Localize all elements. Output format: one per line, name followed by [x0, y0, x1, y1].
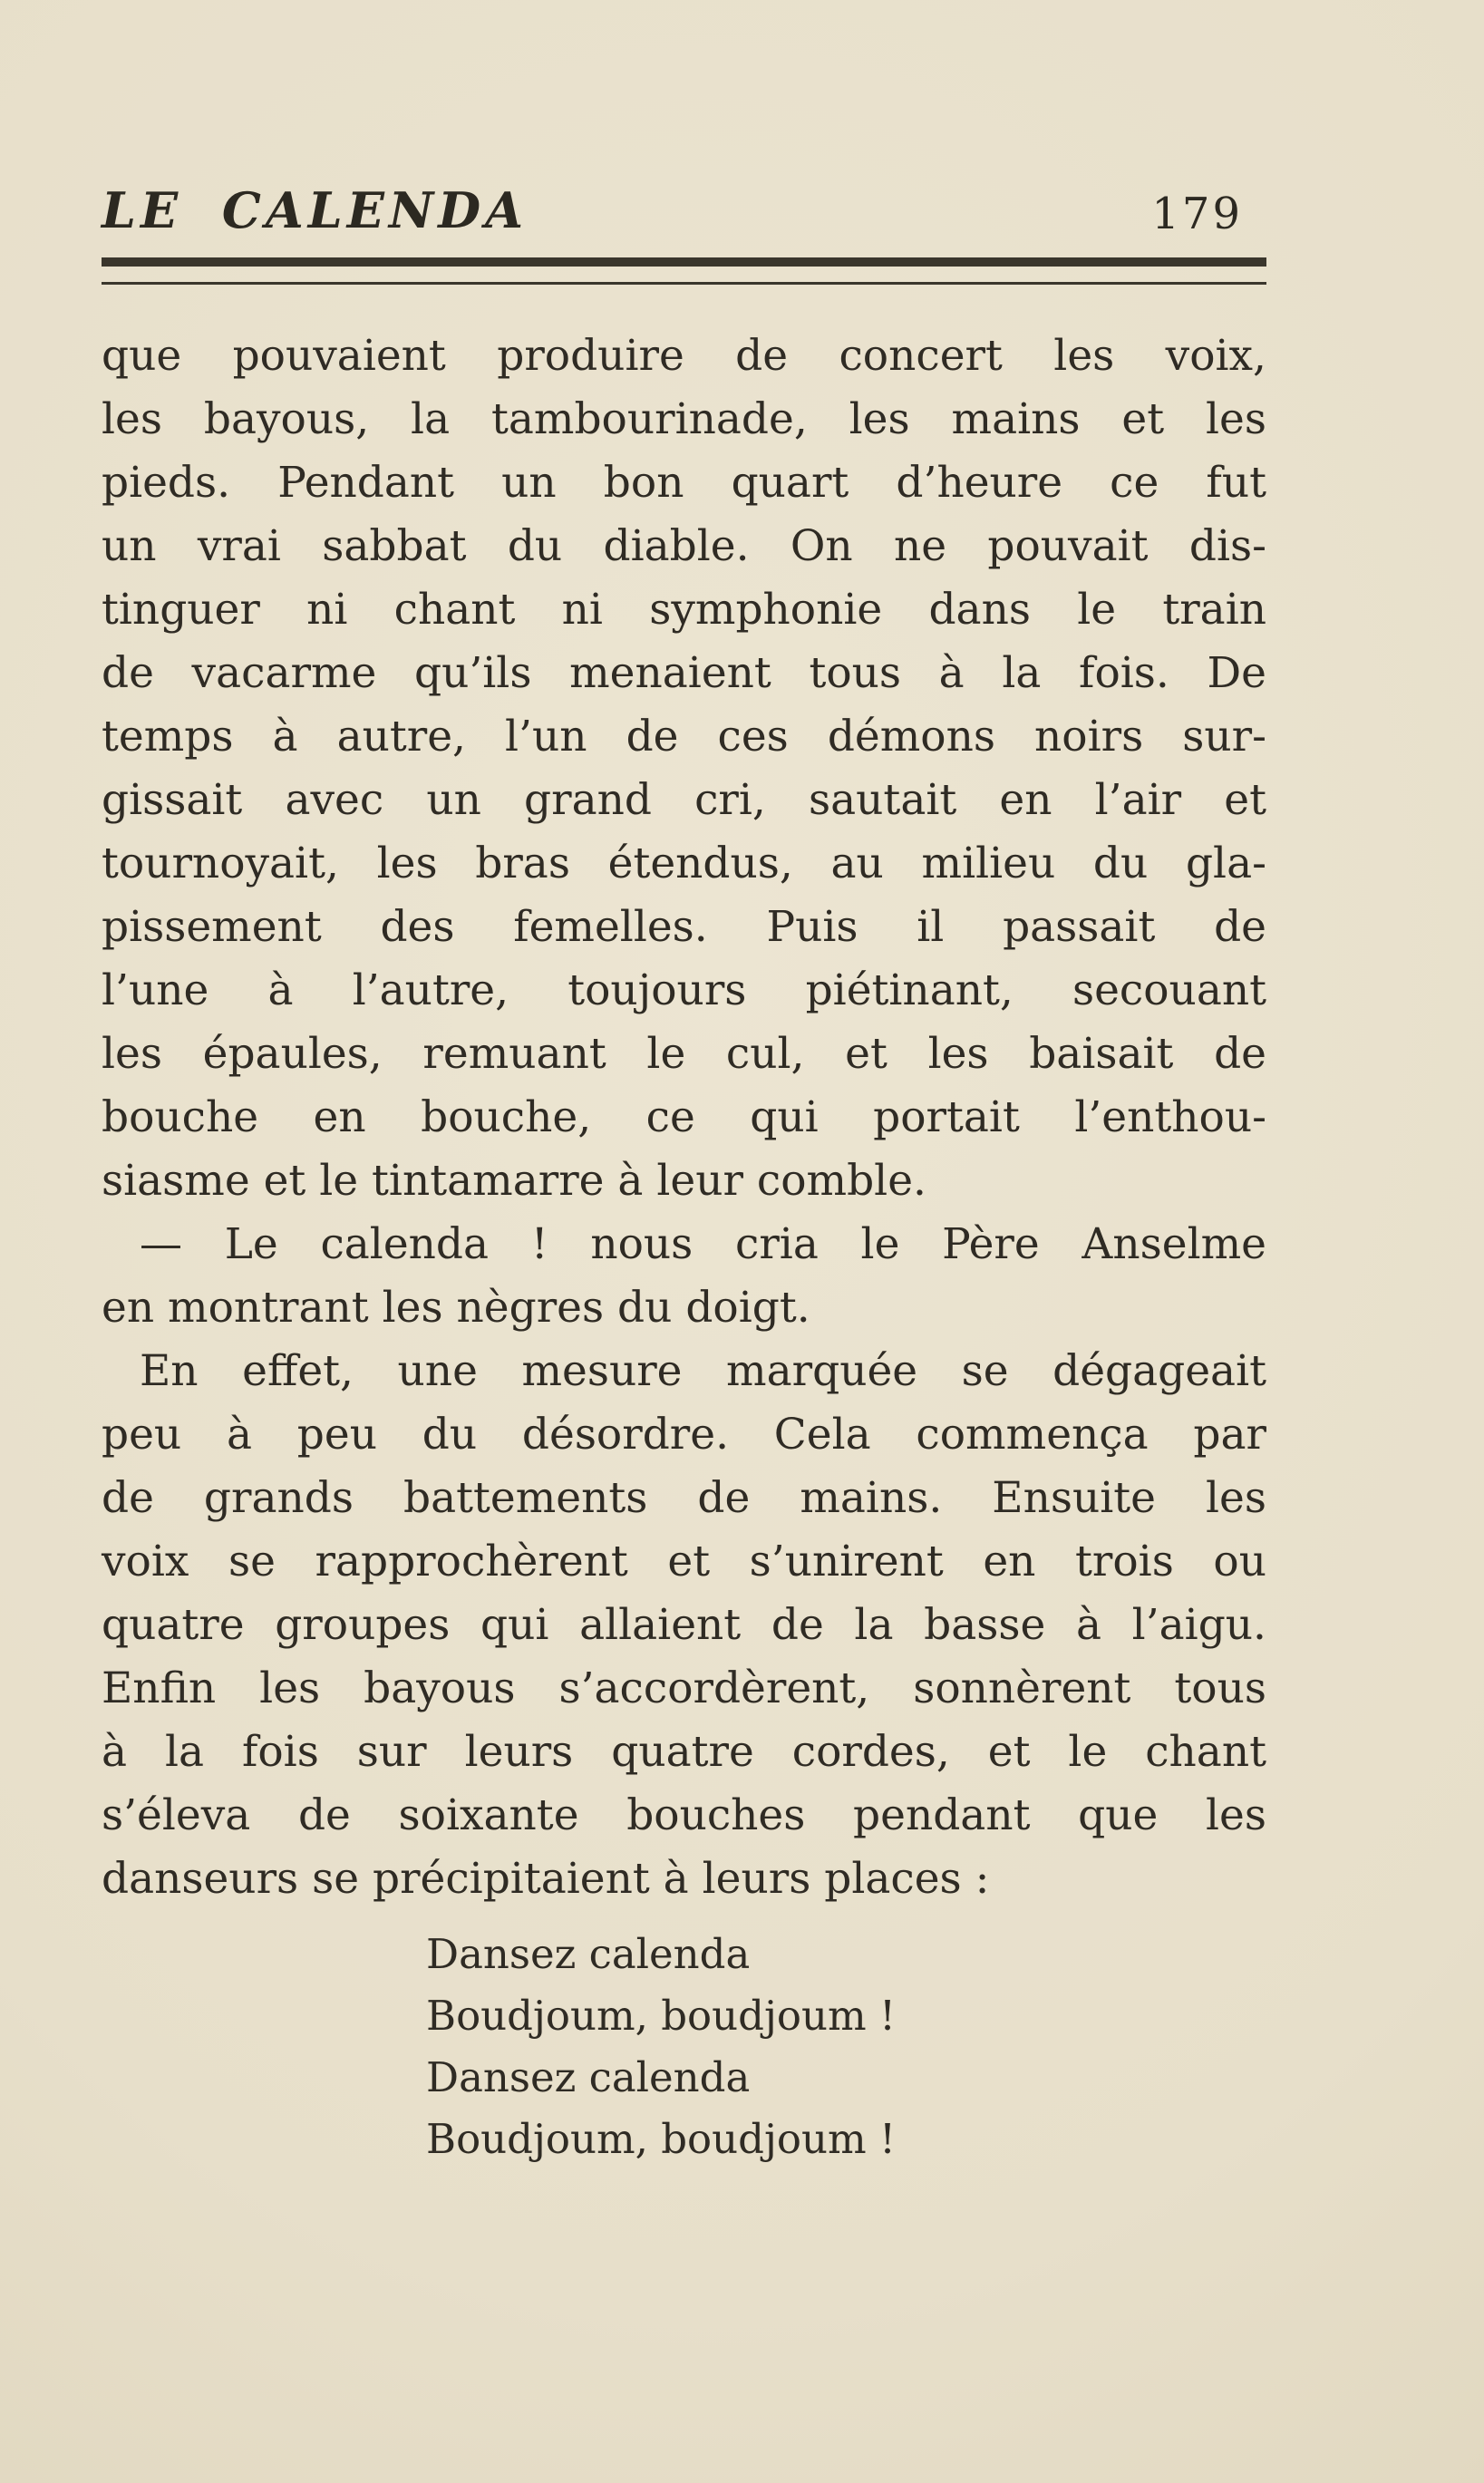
text-line: siasme et le tintamarre à leur comble. [102, 1156, 926, 1206]
text-line: danseurs se précipitaient à leurs places : [102, 1854, 990, 1904]
page-header [102, 181, 1266, 239]
body-text [102, 325, 1266, 1911]
text-line: quatre groupes qui allaient de la basse à l’aigu. [102, 1600, 1266, 1650]
text-line: peu à peu du désordre. Cela commença par [102, 1410, 1266, 1460]
verse-line: Dansez calenda [426, 1930, 751, 1978]
running-title: LE CALENDA [102, 181, 529, 239]
text-line: les épaules, remuant le cul, et les baisait de [102, 1029, 1266, 1079]
text-line: pieds. Pendant un bon quart d’heure ce fut [102, 458, 1266, 508]
text-line: de grands battements de mains. Ensuite les [102, 1473, 1266, 1523]
text-line: un vrai sabbat du diable. On ne pouvait dis- [102, 521, 1266, 571]
header-rule [102, 257, 1266, 285]
text-line: tinguer ni chant ni symphonie dans le train [102, 585, 1266, 635]
text-line: l’une à l’autre, toujours piétinant, secouant [102, 965, 1266, 1015]
verse-line: Boudjoum, boudjoum ! [426, 1992, 897, 2040]
text-line: gissait avec un grand cri, sautait en l’air et [102, 775, 1266, 825]
text-line: en montrant les nègres du doigt. [102, 1283, 810, 1333]
text-line: tournoyait, les bras étendus, au milieu du gla- [102, 839, 1266, 888]
verse-line: Dansez calenda [426, 2053, 751, 2101]
text-line: les bayous, la tambourinade, les mains et les [102, 394, 1266, 444]
text-line: voix se rapprochèrent et s’unirent en trois ou [102, 1537, 1266, 1586]
text-line: En effet, une mesure marquée se dégageait [140, 1346, 1266, 1396]
text-line: bouche en bouche, ce qui portait l’enthou- [102, 1092, 1266, 1142]
paragraph-3 [102, 1340, 1266, 1911]
verse-block [426, 1924, 1266, 2170]
text-line: que pouvaient produire de concert les voix, [102, 331, 1266, 381]
text-line: temps à autre, l’un de ces démons noirs sur- [102, 712, 1266, 761]
verse-line: Boudjoum, boudjoum ! [426, 2115, 897, 2163]
page-number: 179 [1151, 189, 1243, 239]
text-line: s’éleva de soixante bouches pendant que les [102, 1790, 1266, 1840]
text-line: — Le calenda ! nous cria le Père Anselme [140, 1219, 1266, 1269]
text-line: à la fois sur leurs quatre cordes, et le chant [102, 1727, 1266, 1777]
paragraph-1 [102, 325, 1266, 1213]
text-line: Enfin les bayous s’accordèrent, sonnèrent tous [102, 1663, 1266, 1713]
text-line: de vacarme qu’ils menaient tous à la fois. De [102, 648, 1266, 698]
text-line: pissement des femelles. Puis il passait de [102, 902, 1266, 952]
paragraph-2-dialogue [102, 1213, 1266, 1340]
